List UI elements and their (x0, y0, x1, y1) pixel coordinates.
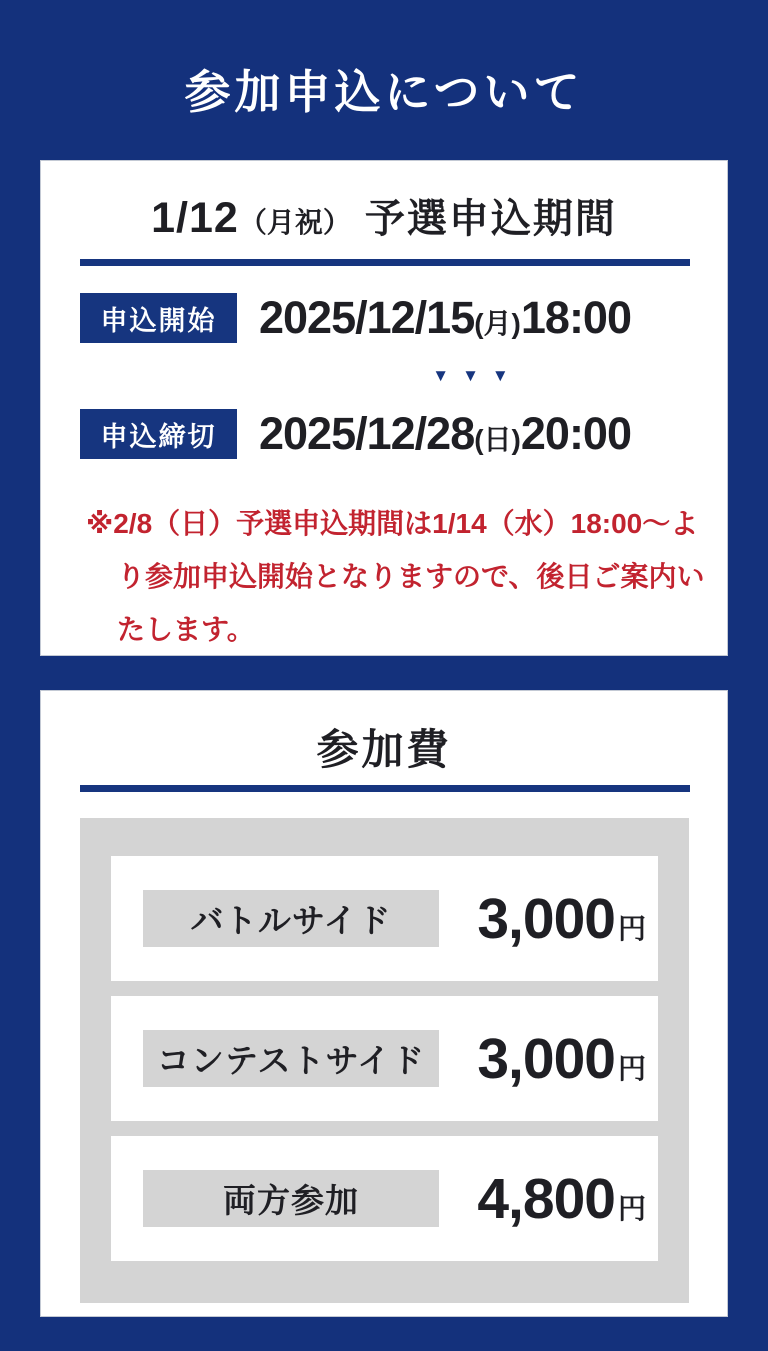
fee-card-heading: 参加費 (316, 726, 452, 773)
start-day: (月) (474, 308, 521, 339)
application-start-badge: 申込開始 (80, 293, 237, 343)
down-triangle-icon: ▼ (432, 366, 463, 385)
start-date: 2025/12/15 (259, 292, 475, 343)
fee-label: バトルサイド (143, 890, 439, 947)
fee-amount: 4,800 (477, 1166, 615, 1231)
deadline-day: (日) (474, 424, 521, 455)
heading-date-note: （月祝） (238, 207, 351, 238)
fee-label: 両方参加 (143, 1170, 439, 1227)
fee-row-battle-side (111, 856, 658, 981)
application-deadline-badge: 申込締切 (80, 409, 237, 459)
fee-price (477, 1026, 646, 1092)
page-title: 参加申込について (184, 66, 584, 118)
fee-unit: 円 (617, 1052, 646, 1084)
fee-card (40, 690, 728, 1317)
fee-label: コンテストサイド (143, 1030, 439, 1087)
application-start-row (80, 292, 631, 344)
deadline-date: 2025/12/28 (259, 408, 475, 459)
schedule-card-heading (41, 187, 727, 244)
arrow-down-icons (259, 364, 695, 388)
fee-amount: 3,000 (477, 1026, 615, 1091)
down-triangle-icon: ▼ (491, 366, 522, 385)
schedule-heading-divider (80, 259, 690, 266)
deadline-time: 20:00 (520, 408, 631, 459)
application-deadline-datetime (259, 408, 631, 460)
fee-list (80, 818, 689, 1303)
heading-label: 予選申込期間 (364, 197, 617, 241)
heading-date: 1/12 (151, 194, 239, 242)
fee-amount: 3,000 (477, 886, 615, 951)
fee-unit: 円 (617, 1192, 646, 1224)
start-time: 18:00 (520, 292, 631, 343)
application-start-datetime (259, 292, 631, 344)
fee-price (477, 1166, 646, 1232)
schedule-note: ※2/8（日）予選申込期間は1/14（水）18:00～より参加申込開始となりますので、後日ご案内いたします。 (86, 508, 705, 645)
fee-row-both (111, 1136, 658, 1261)
down-triangle-icon: ▼ (462, 366, 492, 385)
fee-heading-divider (80, 785, 690, 792)
schedule-card (40, 160, 728, 656)
application-deadline-row (80, 408, 631, 460)
fee-price (477, 886, 646, 952)
fee-row-contest-side (111, 996, 658, 1121)
fee-unit: 円 (617, 912, 646, 944)
